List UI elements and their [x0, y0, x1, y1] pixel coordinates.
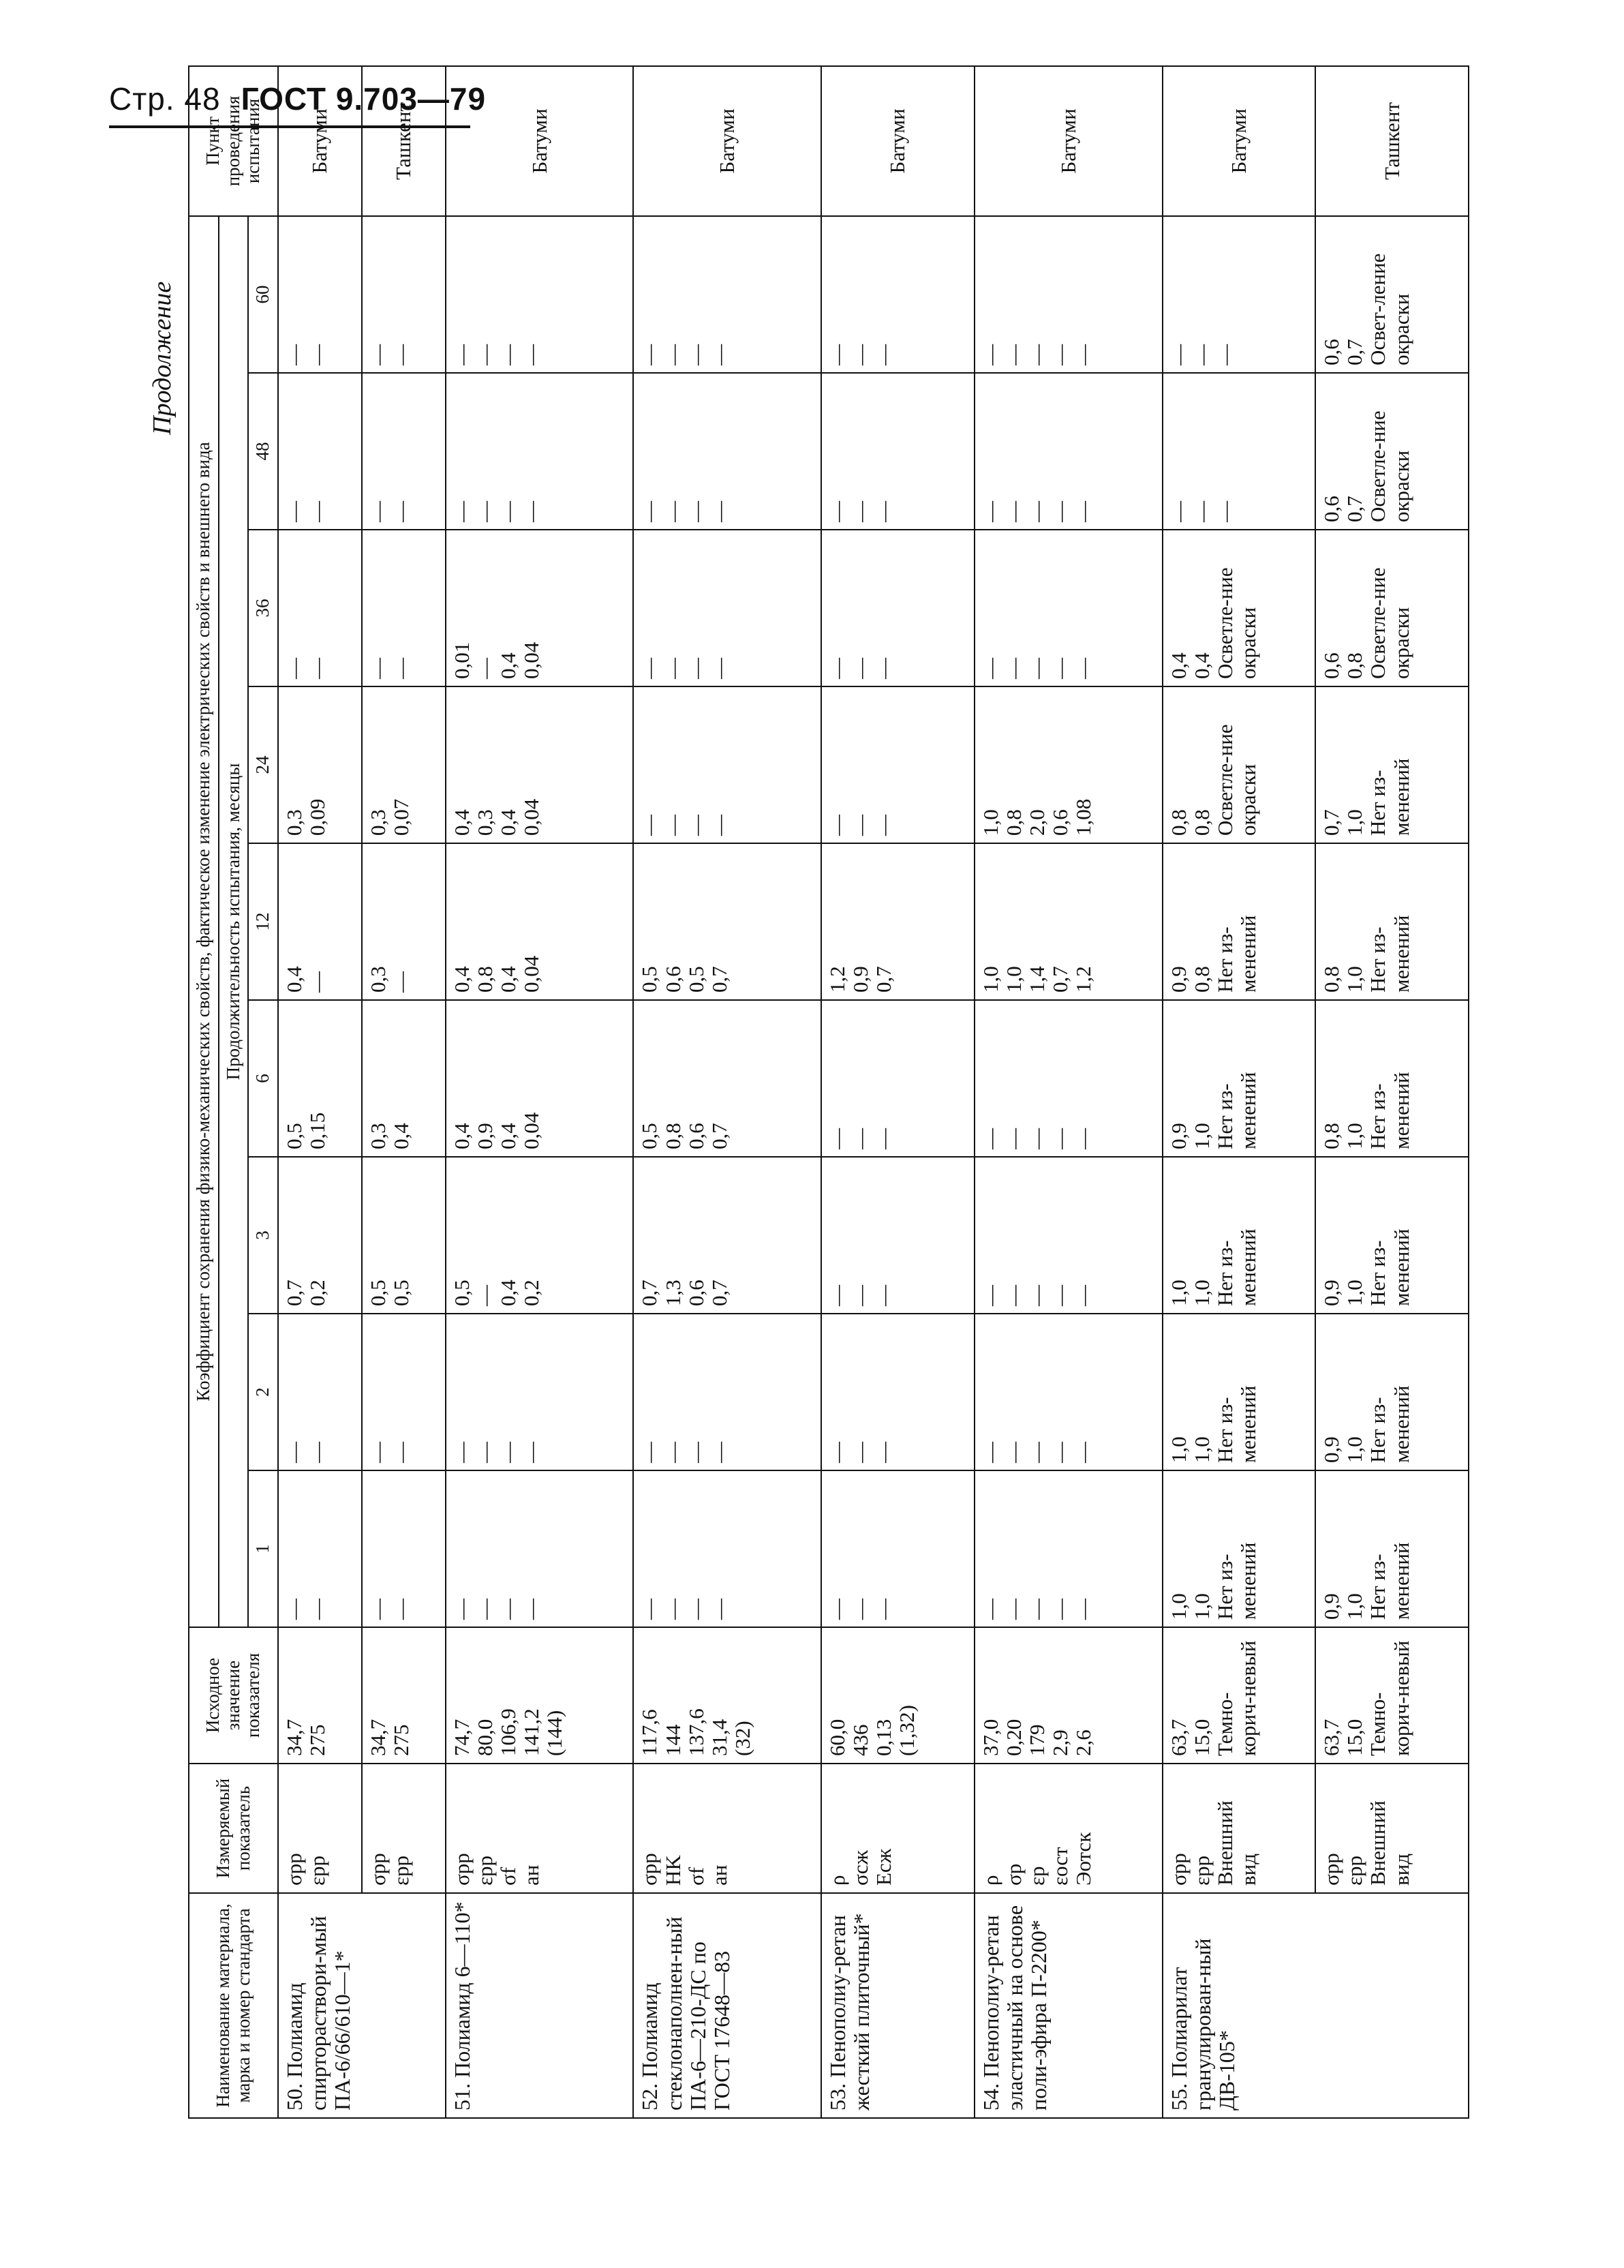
month-cell: 0,6 0,7 Осветле-ние окраски — [1315, 373, 1469, 530]
material-cell: 51. Полиамид 6—110* — [446, 1893, 634, 2118]
col-indicator: Измеряемый показатель — [189, 1764, 278, 1893]
month-cell: — — — — — [446, 1314, 634, 1470]
table-row — [278, 66, 362, 2118]
initial-cell: 34,7 275 — [362, 1627, 446, 1764]
indicator-cell: σрр εрр σf aн — [446, 1764, 634, 1893]
table-row — [362, 66, 446, 2118]
month-cell: — — — [362, 216, 446, 373]
month-cell: — — — — [821, 216, 975, 373]
col-material: Наименование материала, марка и номер стандарта — [189, 1893, 278, 2118]
material-cell: 53. Пенополиу-ретан жесткий плиточный* — [821, 1893, 975, 2118]
table-row — [1315, 66, 1469, 2118]
month-cell: 0,7 0,2 — [278, 1157, 362, 1314]
month-cell: — — — — — [446, 1470, 634, 1627]
month-cell: 0,5 — 0,4 0,2 — [446, 1157, 634, 1314]
month-cell: — — — — [821, 1157, 975, 1314]
month-cell: 0,8 1,0 Нет из-менений — [1315, 1000, 1469, 1157]
month-cell: 0,5 0,8 0,6 0,7 — [633, 1000, 821, 1157]
place-cell: Батуми — [975, 66, 1163, 216]
month-cell: 0,4 0,4 Осветле-ние окраски — [1163, 530, 1316, 686]
month-cell: — — — — [821, 1314, 975, 1470]
gost-number: ГОСТ 9.703—79 — [241, 81, 487, 117]
month-cell: 0,5 0,15 — [278, 1000, 362, 1157]
place-cell: Батуми — [446, 66, 634, 216]
month-cell: — — — [362, 373, 446, 530]
month-cell: — — — — — [446, 373, 634, 530]
place-cell: Батуми — [278, 66, 362, 216]
month-cell: 0,4 0,9 0,4 0,04 — [446, 1000, 634, 1157]
col-initial: Исходное значение показателя — [189, 1627, 278, 1764]
initial-cell: 60,0 436 0,13 (1,32) — [821, 1627, 975, 1764]
initial-cell: 63,7 15,0 Темно-корич-невый — [1163, 1627, 1316, 1764]
material-cell: 52. Полиамид стеклонаполнен-ный ПА-6—210-ДС по ГОСТ 17648—83 — [633, 1893, 821, 2118]
place-cell: Батуми — [821, 66, 975, 216]
month-cell: 0,5 0,5 — [362, 1157, 446, 1314]
indicator-cell: σрр εрр — [278, 1764, 362, 1893]
month-cell: 0,3 0,09 — [278, 686, 362, 843]
indicator-cell: ρ σсж Есж — [821, 1764, 975, 1893]
month-cell: 0,7 1,0 Нет из-менений — [1315, 686, 1469, 843]
month-cell: — — — — — — [975, 530, 1163, 686]
month-cell: 0,9 1,0 Нет из-менений — [1315, 1157, 1469, 1314]
month-cell: 0,4 — — [278, 843, 362, 1000]
table-row — [446, 66, 634, 2118]
place-cell: Батуми — [1163, 66, 1316, 216]
month-cell: — — — — — [633, 686, 821, 843]
month-cell: — — — — — — [975, 216, 1163, 373]
month-cell: 0,9 0,8 Нет из-менений — [1163, 843, 1316, 1000]
initial-cell: 37,0 0,20 179 2,9 2,6 — [975, 1627, 1163, 1764]
month-cell: — — — — — [633, 1314, 821, 1470]
month-cell: — — — [362, 1314, 446, 1470]
month-cell: 0,7 1,3 0,6 0,7 — [633, 1157, 821, 1314]
initial-cell: 63,7 15,0 Темно-корич-невый — [1315, 1627, 1469, 1764]
month-cell: — — — [278, 1470, 362, 1627]
material-cell: 54. Пенополиу-ретан эластичный на основе поли-эфира П-2200* — [975, 1893, 1163, 2118]
place-cell: Батуми — [633, 66, 821, 216]
material-cell: 50. Полиамид спиртораствори-мый ПА-6/66/610—1* — [278, 1893, 446, 2118]
month-cell: — — — — — — [975, 1314, 1163, 1470]
col-month: 60 — [248, 216, 278, 373]
month-cell: — — — [362, 1470, 446, 1627]
col-month: 48 — [248, 373, 278, 530]
month-cell: — — — — — [633, 216, 821, 373]
initial-cell: 74,7 80,0 106,9 141,2 (144) — [446, 1627, 634, 1764]
table-row — [975, 66, 1163, 2118]
month-cell: — — — [278, 530, 362, 686]
month-cell: — — — — — [633, 530, 821, 686]
col-duration: Продолжительность испытания, месяцы — [219, 216, 249, 1627]
month-cell: — — — [362, 530, 446, 686]
indicator-cell: σрр εрр — [362, 1764, 446, 1893]
month-cell: — — — [278, 1314, 362, 1470]
month-cell: 1,2 0,9 0,7 — [821, 843, 975, 1000]
month-cell: 0,9 1,0 Нет из-менений — [1163, 1000, 1316, 1157]
month-cell: — — — — — — [975, 373, 1163, 530]
initial-cell: 117,6 144 137,6 31,4 (32) — [633, 1627, 821, 1764]
month-cell: 1,0 1,0 Нет из-менений — [1163, 1314, 1316, 1470]
month-cell: 0,3 0,07 — [362, 686, 446, 843]
month-cell: 0,3 0,4 — [362, 1000, 446, 1157]
col-month: 12 — [248, 843, 278, 1000]
month-cell: — — — — — [446, 216, 634, 373]
page-number: Стр. 48 — [109, 81, 221, 117]
col-month: 6 — [248, 1000, 278, 1157]
month-cell: — — — — — — [975, 1000, 1163, 1157]
month-cell: — — — — — [633, 373, 821, 530]
month-cell: 0,9 1,0 Нет из-менений — [1315, 1470, 1469, 1627]
material-cell: 55. Полиарилат гранулирован-ный ДВ-105* — [1163, 1893, 1469, 2118]
month-cell: 0,5 0,6 0,5 0,7 — [633, 843, 821, 1000]
table-row — [821, 66, 975, 2118]
place-cell: Ташкент — [1315, 66, 1469, 216]
col-month: 1 — [248, 1470, 278, 1627]
indicator-cell: σрр HK σf aн — [633, 1764, 821, 1893]
month-cell: — — — — [821, 1000, 975, 1157]
month-cell: 0,4 0,3 0,4 0,04 — [446, 686, 634, 843]
month-cell: 0,8 1,0 Нет из-менений — [1315, 843, 1469, 1000]
test-results-table — [188, 65, 1469, 2119]
col-month: 36 — [248, 530, 278, 686]
indicator-cell: σрр εрр Внешний вид — [1315, 1764, 1469, 1893]
month-cell: — — — — — — [975, 1157, 1163, 1314]
month-cell: — — — — [1163, 373, 1316, 530]
indicator-cell: σрр εрр Внешний вид — [1163, 1764, 1316, 1893]
table-row — [633, 66, 821, 2118]
col-month: 3 — [248, 1157, 278, 1314]
month-cell: — — — — [821, 1470, 975, 1627]
month-cell: 0,9 1,0 Нет из-менений — [1315, 1314, 1469, 1470]
initial-cell: 34,7 275 — [278, 1627, 362, 1764]
table-row — [1163, 66, 1316, 2118]
continuation-label: Продолжение — [148, 281, 177, 435]
col-month: 24 — [248, 686, 278, 843]
month-cell: — — — — — [633, 1470, 821, 1627]
month-cell: — — — — [821, 530, 975, 686]
col-place: Пункт проведения испытания — [189, 66, 278, 216]
month-cell: 1,0 1,0 Нет из-менений — [1163, 1157, 1316, 1314]
month-cell: — — — — [821, 373, 975, 530]
month-cell: — — — [278, 373, 362, 530]
col-month: 2 — [248, 1314, 278, 1470]
month-cell: 0,01 — 0,4 0,04 — [446, 530, 634, 686]
month-cell: 1,0 0,8 2,0 0,6 1,08 — [975, 686, 1163, 843]
month-cell: — — — — [1163, 216, 1316, 373]
month-cell: 1,0 1,0 1,4 0,7 1,2 — [975, 843, 1163, 1000]
month-cell: — — — — [821, 686, 975, 843]
month-cell: 0,8 0,8 Осветле-ние окраски — [1163, 686, 1316, 843]
place-cell: Ташкент — [362, 66, 446, 216]
month-cell: 1,0 1,0 Нет из-менений — [1163, 1470, 1316, 1627]
month-cell: 0,6 0,7 Освет-ление окраски — [1315, 216, 1469, 373]
indicator-cell: ρ σр εр εост Эотск — [975, 1764, 1163, 1893]
month-cell: 0,6 0,8 Осветле-ние окраски — [1315, 530, 1469, 686]
month-cell: — — — — — — [975, 1470, 1163, 1627]
month-cell: — — — [278, 216, 362, 373]
month-cell: 0,4 0,8 0,4 0,04 — [446, 843, 634, 1000]
month-cell: 0,3 — — [362, 843, 446, 1000]
col-coefficient: Коэффициент сохранения физико-механических свойств, фактическое изменение электрических свойств и внешнего вида — [189, 216, 219, 1627]
